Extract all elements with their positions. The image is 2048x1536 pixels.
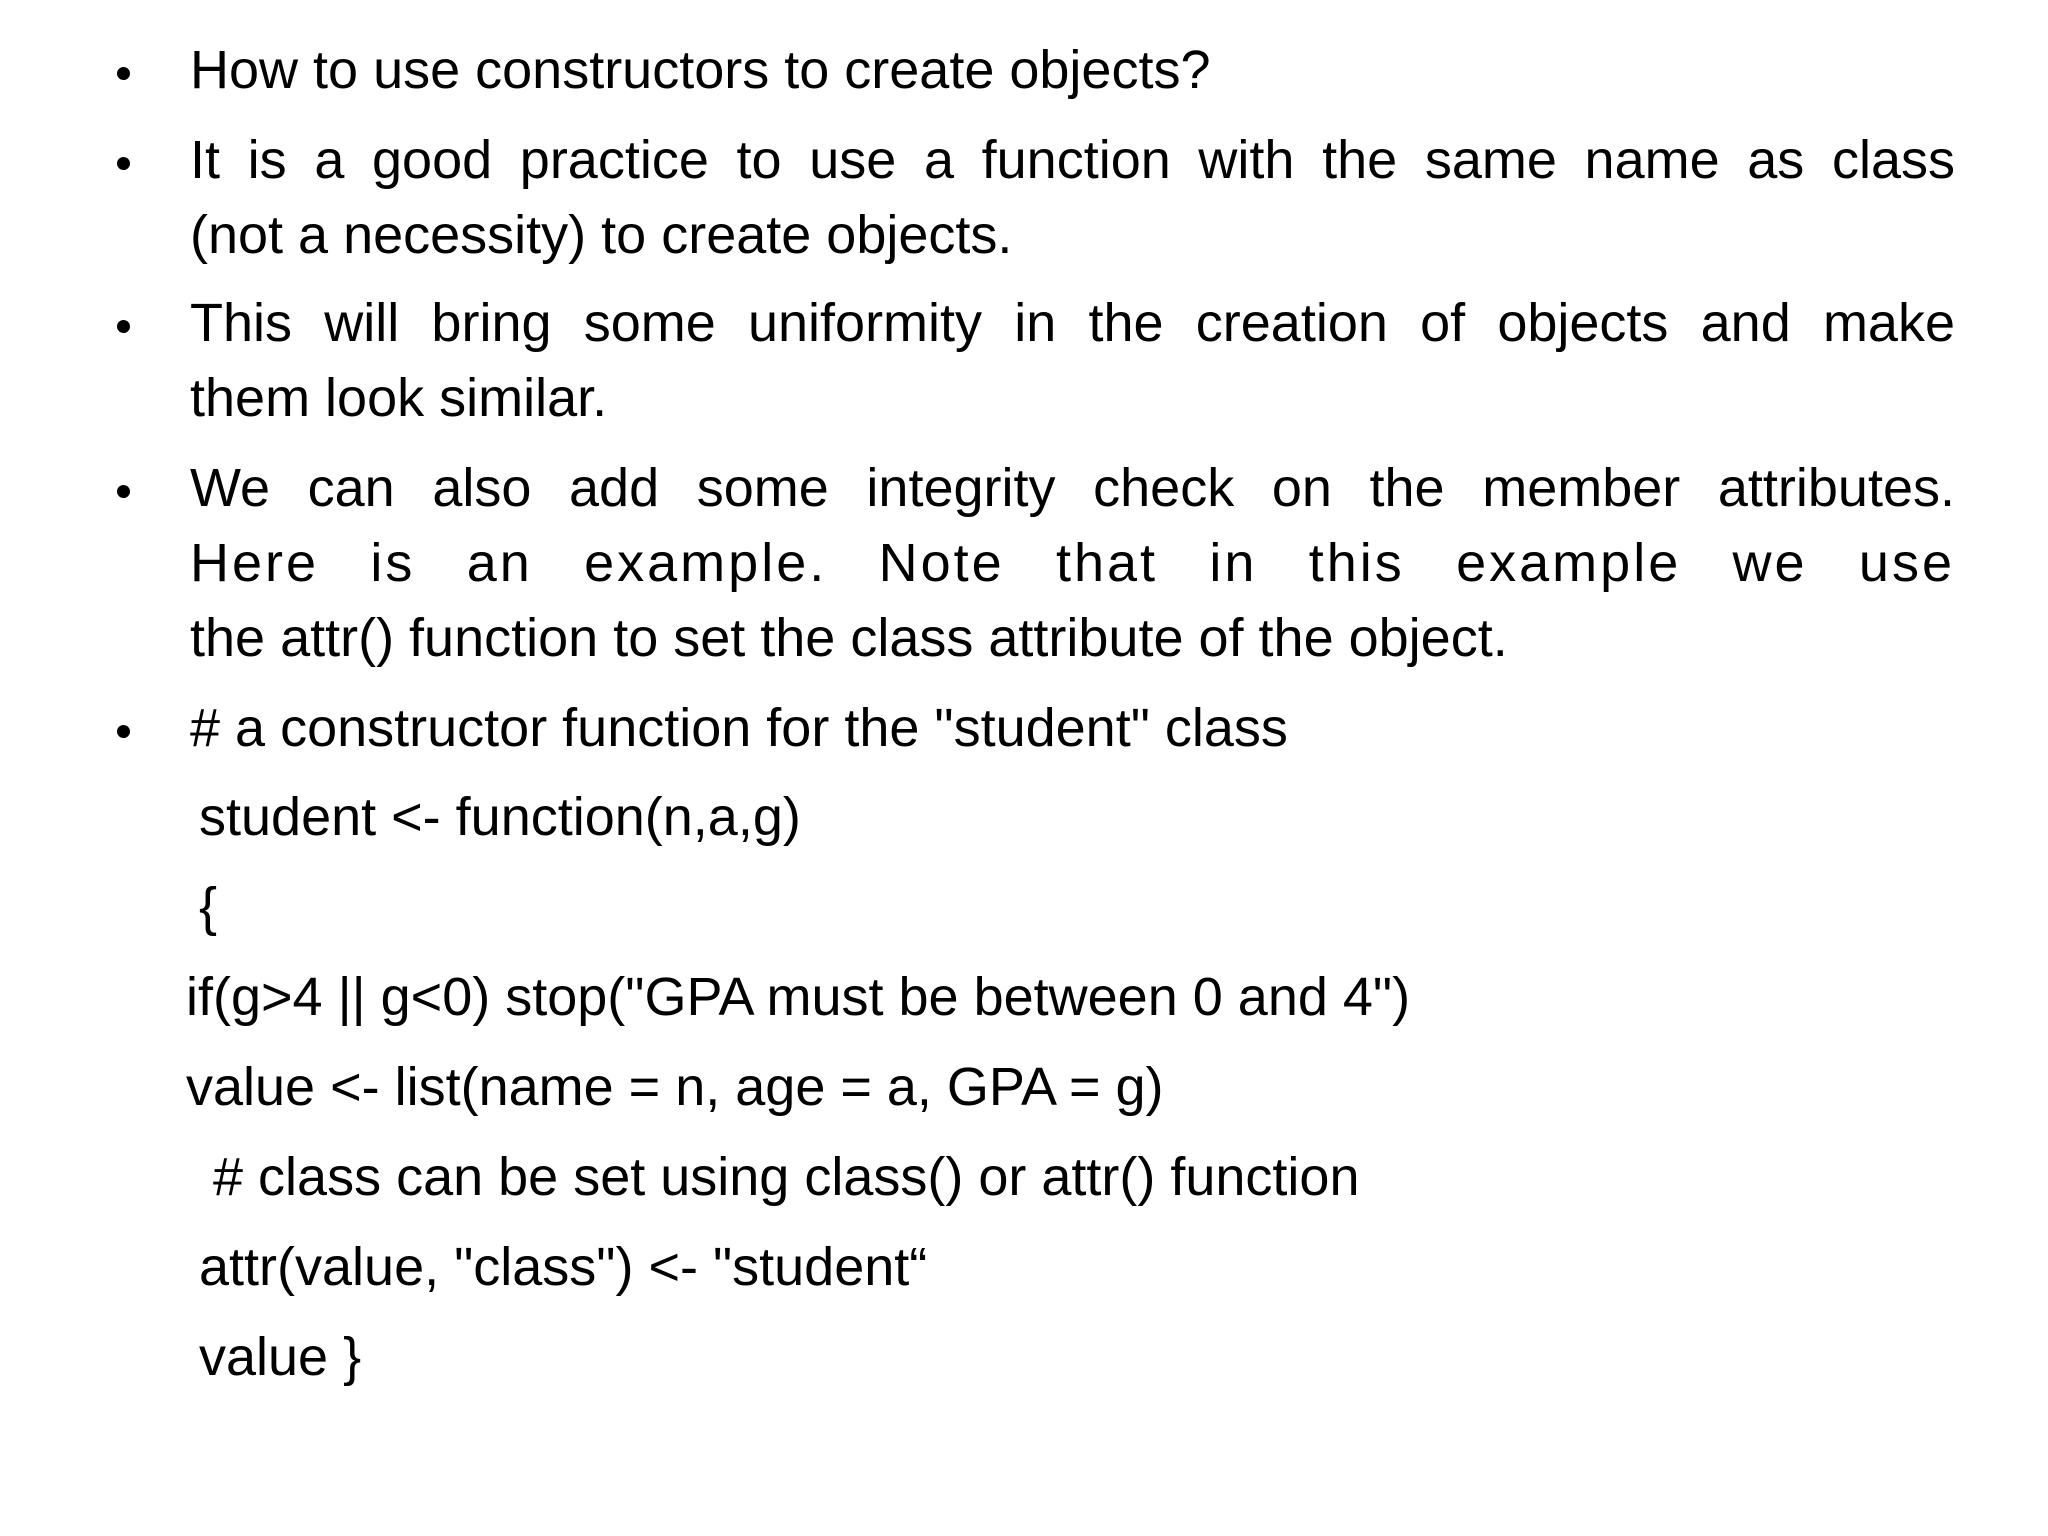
bullet-5-line-1: # a constructor function for the "student" class: [190, 698, 1288, 758]
code-line: attr(value, "class") <- "student“: [199, 1237, 928, 1297]
code-line: # class can be set using class() or attr() function: [213, 1147, 1360, 1207]
bullet-dot: [117, 485, 130, 498]
bullet-3-line-2: them look similar.: [190, 368, 608, 428]
code-line: {: [199, 877, 218, 937]
code-line: student <- function(n,a,g): [199, 787, 801, 847]
bullet-dot: [117, 725, 130, 738]
bullet-1-line-1: How to use constructors to create objects?: [190, 40, 1211, 100]
code-line: if(g>4 || g<0) stop("GPA must be between 0 and 4"): [186, 967, 1411, 1027]
bullet-dot: [117, 320, 130, 333]
bullet-3-line-1: This will bring some uniformity in the creation of objects and make: [190, 293, 1955, 353]
bullet-2-line-2: (not a necessity) to create objects.: [190, 205, 1013, 265]
bullet-dot: [117, 157, 130, 170]
bullet-4-line-1: We can also add some integrity check on the member attributes.: [190, 458, 1955, 518]
code-line: value }: [199, 1327, 362, 1387]
bullet-4-line-2: Here is an example. Note that in this example we use: [190, 533, 1955, 593]
bullet-4-line-3: the attr() function to set the class attribute of the object.: [190, 608, 1508, 668]
bullet-2-line-1: It is a good practice to use a function with the same name as class: [190, 130, 1955, 190]
code-line: value <- list(name = n, age = a, GPA = g): [186, 1057, 1164, 1117]
bullet-dot: [117, 67, 130, 80]
